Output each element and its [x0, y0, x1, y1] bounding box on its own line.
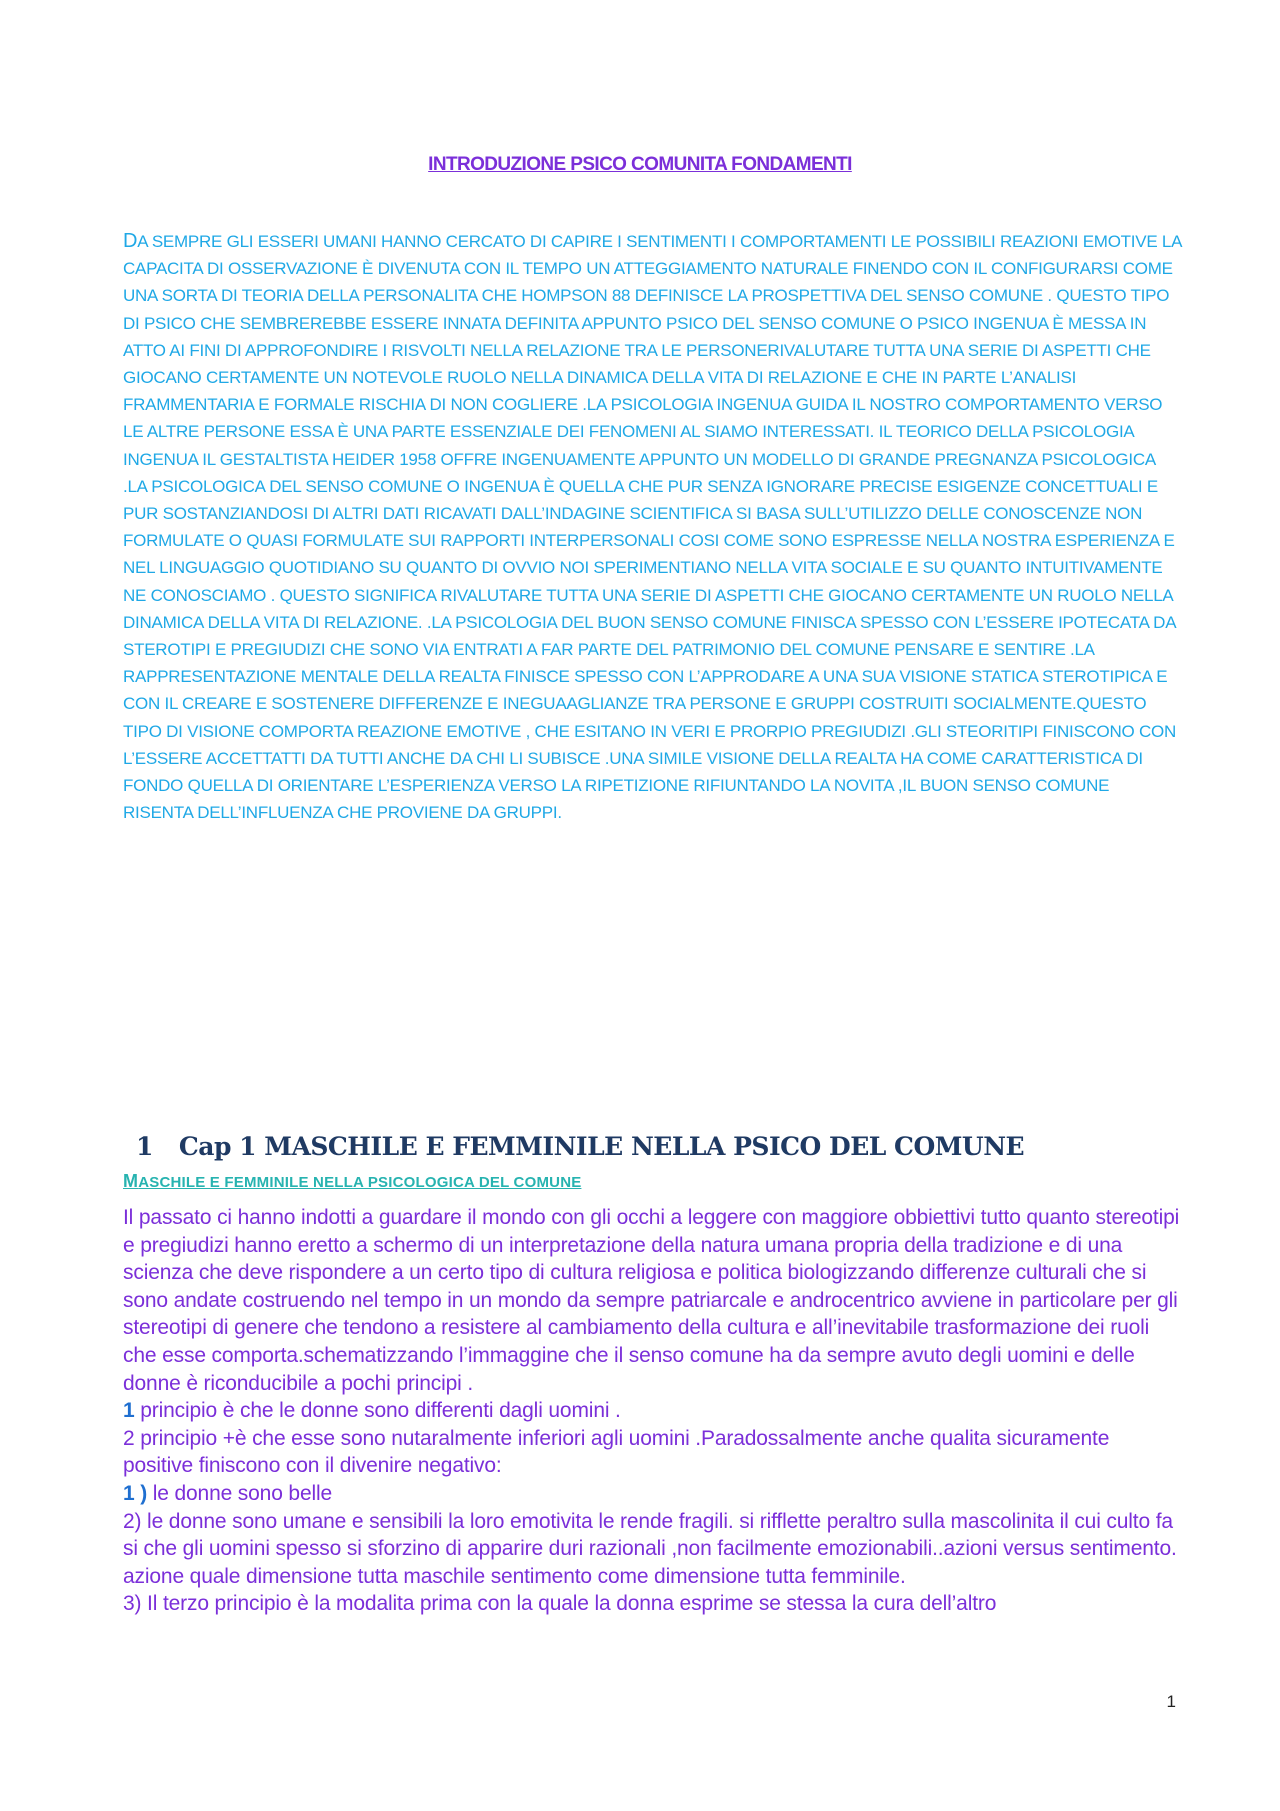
- body-paragraph-number: 1 ): [123, 1481, 148, 1505]
- page-number: 1: [1166, 1692, 1176, 1711]
- body-paragraph: [123, 1204, 1183, 1397]
- chapter-title: Cap 1 MASCHILE E FEMMINILE NELLA PSICO DEL COMUNE: [178, 1132, 1025, 1161]
- chapter-number: 1: [136, 1132, 153, 1161]
- body-paragraph-text: 3) Il terzo principio è la modalita prima con la quale la donna esprime se stessa la cura dell’altro: [123, 1592, 997, 1616]
- body-paragraph-number: 1: [123, 1399, 135, 1423]
- chapter-heading: [136, 1132, 1236, 1161]
- body-paragraph-text: 2 principio +è che esse sono nutaralmente inferiori agli uomini .Paradossalmente anche qualita sicuramente positive finiscono con il divenire negativo:: [123, 1426, 1110, 1478]
- body-paragraph-text: 2) le donne sono umane e sensibili la loro emotivita le rende fragili. si rifflette peraltro sulla mascolinita il cui culto fa si che gli uomini spesso si sforzino di apparire duri razionali ,non facilmente emozionabili..azioni versus sentimento. azione quale dimensione tutta maschile sentimento come dimensione tutta femminile.: [123, 1509, 1177, 1588]
- body-paragraph-text: principio è che le donne sono differenti dagli uomini .: [134, 1399, 621, 1423]
- document-title: INTRODUZIONE PSICO COMUNITA FONDAMENTI: [428, 154, 852, 175]
- section-subtitle: [123, 1171, 1223, 1192]
- body-paragraph: [123, 1425, 1183, 1480]
- chapter-body: [123, 1204, 1183, 1618]
- intro-dropcap: D: [123, 230, 138, 252]
- body-paragraph: [123, 1590, 1183, 1618]
- section-title-rest: ASCHILE E FEMMINILE NELLA PSICOLOGICA DEL COMUNE: [138, 1174, 582, 1191]
- body-paragraph: [123, 1480, 1183, 1508]
- body-paragraph-text: Il passato ci hanno indotti a guardare il mondo con gli occhi a leggere con maggiore obbiettivi tutto quanto stereotipi e pregiudizi hanno eretto a schermo di un interpretazione della natura umana propria della tradizione e di una scienza che deve rispondere a un certo tipo di cultura religiosa e politica biologizzando differenze culturali che si sono andate costruendo nel tempo in un mondo da sempre patriarcale e androcentrico avviene in particolare per gli stereotipi di genere che tendono a resistere al cambiamento della cultura e all’inevitabile trasformazione dei ruoli che esse comporta.schematizzando l’immaggine che il senso comune ha da sempre avuto degli uomini e delle donne è riconducibile a pochi principi .: [123, 1206, 1180, 1395]
- body-paragraph: [123, 1397, 1183, 1425]
- section-initial: M: [123, 1171, 139, 1191]
- body-paragraph-text: le donne sono belle: [147, 1481, 333, 1505]
- intro-paragraph: [123, 228, 1183, 826]
- body-paragraph: [123, 1508, 1183, 1591]
- intro-text: A SEMPRE GLI ESSERI UMANI HANNO CERCATO DI CAPIRE I SENTIMENTI I COMPORTAMENTI LE POSSIBILI REAZIONI EMOTIVE LA CAPACITA DI OSSERVAZIONE È DIVENUTA CON IL TEMPO UN ATTEGGIAMENTO NATURALE FINENDO CON IL CONFIGURARSI COME UNA SORTA DI TEORIA DELLA PERSONALITA CHE HOMPSON 88 DEFINISCE LA PROSPETTIVA DEL SENSO COMUNE . QUESTO TIPO DI PSICO CHE SEMBREREBBE ESSERE INNATA DEFINITA APPUNTO PSICO DEL SENSO COMUNE O PSICO INGENUA È MESSA IN ATTO AI FINI DI APPROFONDIRE I RISVOLTI NELLA RELAZIONE TRA LE PERSONERIVALUTARE TUTTA UNA SERIE DI ASPETTI CHE GIOCANO CERTAMENTE UN NOTEVOLE RUOLO NELLA DINAMICA DELLA VITA DI RELAZIONE E CHE IN PARTE L’ANALISI FRAMMENTARIA E FORMALE RISCHIA DI NON COGLIERE .LA PSICOLOGIA INGENUA GUIDA IL NOSTRO COMPORTAMENTO VERSO LE ALTRE PERSONE ESSA È UNA PARTE ESSENZIALE DEI FENOMENI AL SIAMO INTERESSATI. IL TEORICO DELLA PSICOLOGIA INGENUA IL GESTALTISTA HEIDER 1958 OFFRE INGENUAMENTE APPUNTO UN MODELLO DI GRANDE PREGNANZA PSICOLOGICA .LA PSICOLOGICA DEL SENSO COMUNE O INGENUA È QUELLA CHE PUR SENZA IGNORARE PRECISE ESIGENZE CONCETTUALI E PUR SOSTANZIANDOSI DI ALTRI DATI RICAVATI DALL’INDAGINE SCIENTIFICA SI BASA SULL’UTILIZZO DELLE CONOSCENZE NON FORMULATE O QUASI FORMULATE SUI RAPPORTI INTERPERSONALI COSI COME SONO ESPRESSE NELLA NOSTRA ESPERIENZA E NEL LINGUAGGIO QUOTIDIANO SU QUANTO DI OVVIO NOI SPERIMENTIANO NELLA VITA SOCIALE E SU QUANTO INTUITIVAMENTE NE CONOSCIAMO . QUESTO SIGNIFICA RIVALUTARE TUTTA UNA SERIE DI ASPETTI CHE GIOCANO CERTAMENTE UN RUOLO NELLA DINAMICA DELLA VITA DI RELAZIONE. .LA PSICOLOGIA DEL BUON SENSO COMUNE FINISCA SPESSO CON L’ESSERE IPOTECATA DA STEROTIPI E PREGIUDIZI CHE SONO VIA ENTRATI A FAR PARTE DEL PATRIMONIO DEL COMUNE PENSARE E SENTIRE .LA RAPPRESENTAZIONE MENTALE DELLA REALTA FINISCE SPESSO CON L’APPRODARE A UNA SUA VISIONE STATICA STEROTIPICA E CON IL CREARE E SOSTENERE DIFFERENZE E INEGUAAGLIANZE TRA PERSONE E GRUPPI COSTRUITI SOCIALMENTE.QUESTO TIPO DI VISIONE COMPORTA REAZIONE EMOTIVE , CHE ESITANO IN VERI E PRORPIO PREGIUDIZI .GLI STEORITIPI FINISCONO CON L’ESSERE ACCETTATTI DA TUTTI ANCHE DA CHI LI SUBISCE .UNA SIMILE VISIONE DELLA REALTA HA COME CARATTERISTICA DI FONDO QUELLA DI ORIENTARE L’ESPERIENZA VERSO LA RIPETIZIONE RIFIUNTANDO LA NOVITA ,IL BUON SENSO COMUNE RISENTA DELL’INFLUENZA CHE PROVIENE DA GRUPPI.: [123, 232, 1182, 823]
